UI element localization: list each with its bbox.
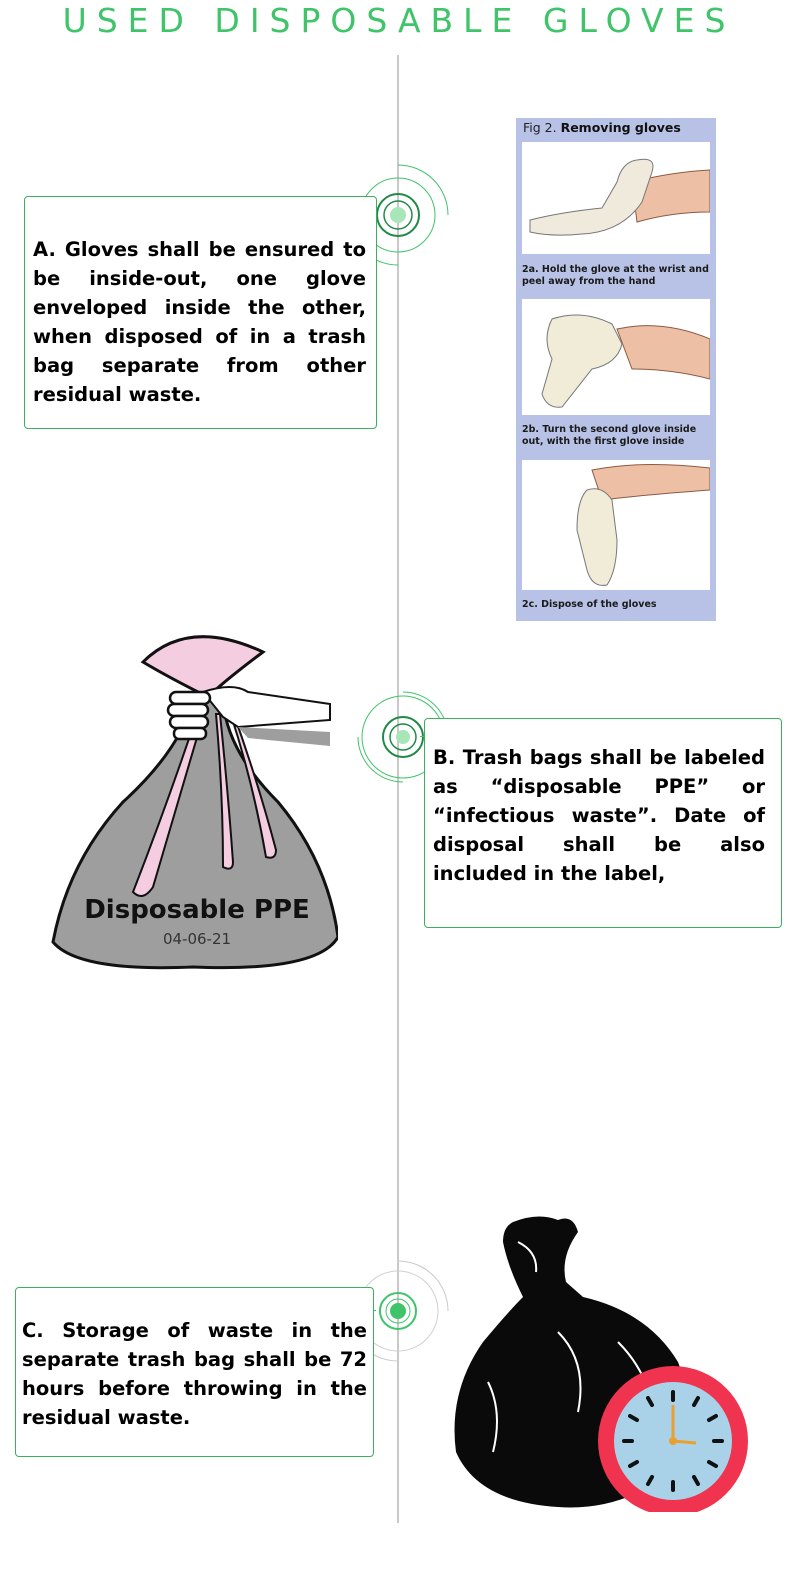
figure-prefix: Fig 2. bbox=[523, 120, 557, 135]
glove-dispose-illustration bbox=[522, 460, 710, 590]
step-b-text: B. Trash bags shall be labeled as “disposable PPE” or “infectious waste”. Date of disposal shall be also included in the label, bbox=[433, 746, 765, 885]
step-card-c bbox=[15, 1287, 374, 1457]
glove-removal-figure bbox=[516, 118, 716, 621]
step-card-a bbox=[24, 196, 377, 429]
clock-icon bbox=[598, 1366, 748, 1512]
black-trash-bag-icon bbox=[448, 1212, 753, 1512]
step-card-b bbox=[424, 718, 782, 928]
figure-heading: Removing gloves bbox=[560, 120, 681, 135]
bag-date: 04-06-21 bbox=[162, 930, 232, 948]
bag-label: Disposable PPE bbox=[84, 895, 310, 925]
page-title: USED DISPOSABLE GLOVES bbox=[62, 1, 736, 40]
caption-2c: 2c. Dispose of the gloves bbox=[522, 599, 657, 610]
figure-title bbox=[523, 120, 681, 135]
glove-inside-out-illustration bbox=[522, 299, 710, 415]
glove-removal-illustration bbox=[522, 142, 710, 254]
step-a-text: A. Gloves shall be ensured to be inside-out, one glove enveloped inside the other, when disposed of in a trash bag separate from other residual waste. bbox=[33, 238, 366, 406]
caption-2a: 2a. Hold the glove at the wrist and peel away from the hand bbox=[522, 264, 709, 287]
caption-2b: 2b. Turn the second glove inside out, with the first glove inside bbox=[522, 424, 697, 447]
step-c-text: C. Storage of waste in the separate trash bag shall be 72 hours before throwing in the residual waste. bbox=[22, 1319, 367, 1429]
